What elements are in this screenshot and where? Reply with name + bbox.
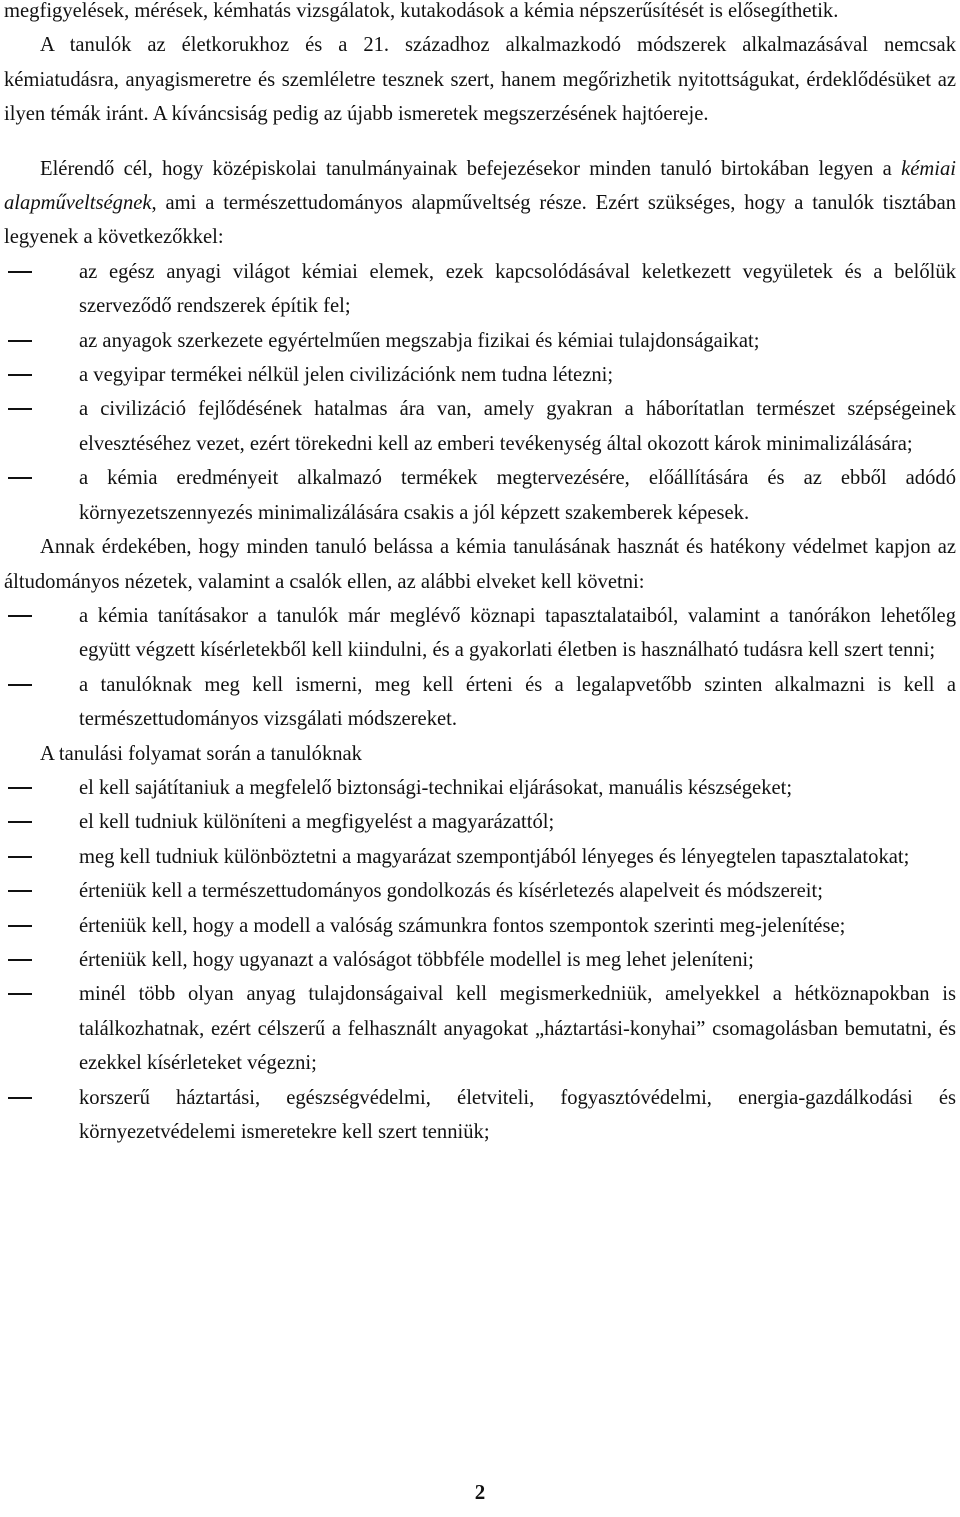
list-item (4, 805, 956, 839)
dash-bullet (8, 477, 32, 479)
list-item (4, 771, 956, 805)
list-item-text: a kémia tanításakor a tanulók már meglévő köznapi tapasztalataiból, valamint a tanórákon lehetőleg együtt végzett kísérletekből kell kiindulni, és a gyakorlati életben is használható tudásra kell szert tenni; (79, 604, 956, 662)
page-number: 2 (474, 1480, 486, 1504)
list-principles (4, 255, 956, 530)
dash-bullet (8, 787, 32, 789)
dash-bullet (8, 684, 32, 686)
paragraph-goal (4, 152, 956, 255)
dash-bullet (8, 821, 32, 823)
list-learning (4, 771, 956, 1149)
list-item (4, 668, 956, 737)
list-item-text: korszerű háztartási, egészségvédelmi, életviteli, fogyasztóvédelmi, energia-gazdálkodási és környezetvédelemi ismeretekre kell szert tenniük; (79, 1086, 956, 1143)
list-item (4, 1081, 956, 1150)
list-item-text: a tanulóknak meg kell ismerni, meg kell érteni és a legalapvetőbb szinten alkalmazni is kell a természettudományos vizsgálati módszereket. (79, 673, 956, 731)
list-item (4, 977, 956, 1080)
list-item-text: minél több olyan anyag tulajdonságaival kell megismerkedniük, amelyekkel a hétköznapokban is találkozhatnak, ezért célszerű a felhasznált anyagokat „háztartási-konyhai” csomagolásban bemutatni, és ezekkel kísérleteket végezni; (79, 983, 956, 1075)
paragraph-principles-intro: Annak érdekében, hogy minden tanuló belássa a kémia tanulásának hasznát és hatékony védelmet kapjon az áltudományos nézetek, valamint a csalók ellen, az alábbi elveket kell követni: (4, 536, 956, 593)
list-item-text: az anyagok szerkezete egyértelműen megszabja fizikai és kémiai tulajdonságaikat; (79, 329, 760, 352)
list-item-text: az egész anyagi világot kémiai elemek, ezek kapcsolódásával keletkezett vegyületek és a belőlük szerveződő rendszerek építik fel; (79, 260, 956, 318)
list-item (4, 461, 956, 530)
goal-emphasis: kémiai alapműveltségnek (4, 157, 956, 215)
dash-bullet (8, 408, 32, 410)
list-item-text: meg kell tudniuk különböztetni a magyarázat szempontjából lényeges és lényegtelen tapasztalatokat; (79, 845, 910, 868)
list-item-text: el kell sajátítaniuk a megfelelő biztonsági-technikai eljárásokat, manuális készségeket; (79, 776, 793, 799)
list-item (4, 943, 956, 977)
list-item (4, 599, 956, 668)
list-item (4, 909, 956, 943)
list-item-text: a vegyipar termékei nélkül jelen civilizációnk nem tudna létezni; (79, 364, 614, 387)
list-item-text: érteniük kell a természettudományos gondolkozás és kísérletezés alapelveit és módszereit; (79, 880, 823, 903)
dash-bullet (8, 374, 32, 376)
dash-bullet (8, 959, 32, 961)
list-item-text: el kell tudniuk különíteni a megfigyelést a magyarázattól; (79, 811, 555, 834)
list-item (4, 324, 956, 358)
list-item (4, 392, 956, 461)
paragraph-learning-process: A tanulási folyamat során a tanulóknak (40, 742, 362, 765)
list-item-text: a kémia eredményeit alkalmazó termékek megtervezésére, előállítására és az ebből adódó környezetszennyezés minimalizálására csakis a jól képzett szakemberek képesek. (79, 467, 956, 524)
list-item (4, 255, 956, 324)
dash-bullet (8, 615, 32, 617)
dash-bullet (8, 340, 32, 342)
list-item (4, 874, 956, 908)
dash-bullet (8, 856, 32, 858)
document-page (4, 0, 956, 1149)
dash-bullet (8, 993, 32, 995)
dash-bullet (8, 925, 32, 927)
list-item-text: a civilizáció fejlődésének hatalmas ára van, amely gyakran a háborítatlan természet szépségeinek elvesztéséhez vezet, ezért törekedni kell az emberi tevékenység által okozott károk minimalizálására; (79, 398, 956, 455)
goal-text-end: , ami a természettudományos alapműveltség része. Ezért szükséges, hogy a tanulók tisztában legyenek a következőkkel: (4, 192, 956, 249)
paragraph-gap (4, 132, 956, 152)
goal-text-start: Elérendő cél, hogy középiskolai tanulmányainak befejezésekor minden tanuló birtokában legyen a (40, 157, 902, 180)
list-item (4, 358, 956, 392)
dash-bullet (8, 1097, 32, 1099)
dash-bullet (8, 271, 32, 273)
dash-bullet (8, 890, 32, 892)
list-item (4, 840, 956, 874)
list-item-text: érteniük kell, hogy a modell a valóság számunkra fontos szempontok szerinti meg-jelenítése; (79, 914, 846, 937)
paragraph-methods: A tanulók az életkorukhoz és a 21. századhoz alkalmazkodó módszerek alkalmazásával nemcsak kémiatudásra, anyagismeretre és szemléletre tesznek szert, hanem megőrizhetik nyitottságukat, érdeklődésüket az ilyen témák iránt. A kíváncsiság pedig az újabb ismeretek megszerzésének hajtóereje. (4, 34, 956, 126)
paragraph-observations: megfigyelések, mérések, kémhatás vizsgálatok, kutakodások a kémia népszerűsítését is elősegíthetik. (4, 0, 839, 22)
list-item-text: érteniük kell, hogy ugyanazt a valóságot többféle modellel is meg lehet jeleníteni; (79, 948, 754, 971)
list-teaching (4, 599, 956, 737)
